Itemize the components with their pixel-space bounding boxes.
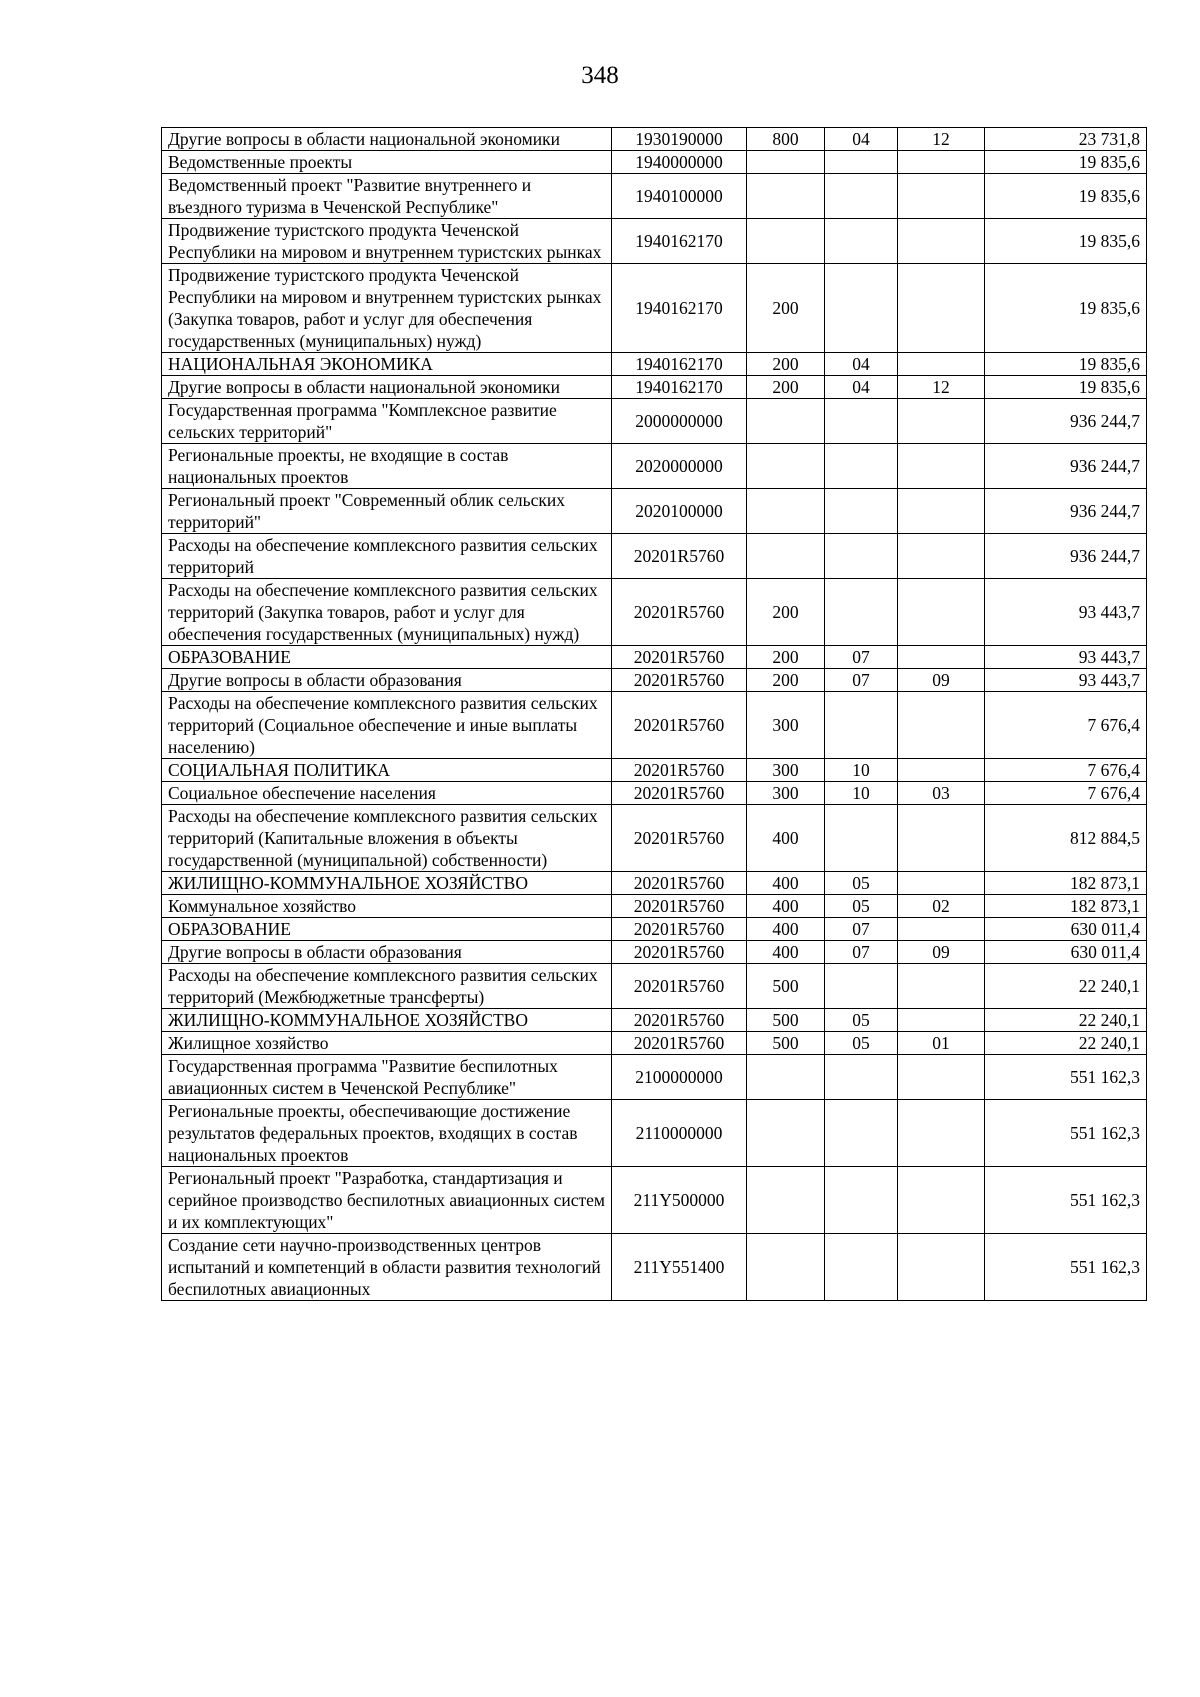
subsection-cell: 09 (898, 669, 985, 692)
section-cell (825, 264, 898, 353)
amount-cell: 22 240,1 (985, 964, 1147, 1009)
section-cell: 05 (825, 895, 898, 918)
target-article-cell: 20201R5760 (612, 579, 747, 646)
expense-type-cell (747, 1234, 825, 1301)
expense-type-cell: 400 (747, 805, 825, 872)
expense-type-cell (747, 219, 825, 264)
expense-type-cell (747, 1167, 825, 1234)
target-article-cell: 2110000000 (612, 1100, 747, 1167)
target-article-cell: 20201R5760 (612, 1009, 747, 1032)
amount-cell: 19 835,6 (985, 264, 1147, 353)
row-name-cell: Государственная программа "Развитие беспилотных авиационных систем в Чеченской Республике" (162, 1055, 612, 1100)
section-cell (825, 174, 898, 219)
table-row (162, 1009, 1147, 1032)
expense-type-cell: 200 (747, 376, 825, 399)
subsection-cell (898, 872, 985, 895)
amount-cell: 93 443,7 (985, 579, 1147, 646)
row-name-cell: Расходы на обеспечение комплексного развития сельских территорий (Капитальные вложения в объекты государственной (муниципальной) собственности) (162, 805, 612, 872)
amount-cell: 22 240,1 (985, 1009, 1147, 1032)
expense-type-cell: 500 (747, 1032, 825, 1055)
row-name-cell: ОБРАЗОВАНИЕ (162, 918, 612, 941)
subsection-cell: 02 (898, 895, 985, 918)
amount-cell: 19 835,6 (985, 219, 1147, 264)
expense-type-cell: 400 (747, 895, 825, 918)
table-row (162, 872, 1147, 895)
target-article-cell: 20201R5760 (612, 669, 747, 692)
amount-cell: 22 240,1 (985, 1032, 1147, 1055)
table-row (162, 1167, 1147, 1234)
subsection-cell (898, 692, 985, 759)
target-article-cell: 20201R5760 (612, 964, 747, 1009)
section-cell (825, 534, 898, 579)
row-name-cell: Региональный проект "Разработка, стандартизация и серийное производство беспилотных авиационных систем и их комплектующих" (162, 1167, 612, 1234)
amount-cell: 936 244,7 (985, 399, 1147, 444)
row-name-cell: Ведомственные проекты (162, 151, 612, 174)
expense-type-cell (747, 399, 825, 444)
table-row (162, 941, 1147, 964)
row-name-cell: Другие вопросы в области национальной экономики (162, 376, 612, 399)
expense-type-cell: 500 (747, 964, 825, 1009)
row-name-cell: Другие вопросы в области национальной экономики (162, 128, 612, 151)
subsection-cell (898, 1234, 985, 1301)
row-name-cell: Расходы на обеспечение комплексного развития сельских территорий (Социальное обеспечение и иные выплаты населению) (162, 692, 612, 759)
amount-cell: 19 835,6 (985, 151, 1147, 174)
target-article-cell: 2020100000 (612, 489, 747, 534)
subsection-cell: 01 (898, 1032, 985, 1055)
amount-cell: 551 162,3 (985, 1055, 1147, 1100)
row-name-cell: Государственная программа "Комплексное развитие сельских территорий" (162, 399, 612, 444)
table-row (162, 534, 1147, 579)
subsection-cell (898, 579, 985, 646)
expense-type-cell: 500 (747, 1009, 825, 1032)
row-name-cell: Продвижение туристского продукта Чеченской Республики на мировом и внутреннем туристских рынках (Закупка товаров, работ и услуг для обеспечения государственных (муниципальных) нужд) (162, 264, 612, 353)
target-article-cell: 20201R5760 (612, 1032, 747, 1055)
amount-cell: 7 676,4 (985, 759, 1147, 782)
target-article-cell: 211Y500000 (612, 1167, 747, 1234)
expense-type-cell: 200 (747, 353, 825, 376)
subsection-cell (898, 1100, 985, 1167)
amount-cell: 936 244,7 (985, 534, 1147, 579)
section-cell (825, 489, 898, 534)
section-cell (825, 692, 898, 759)
subsection-cell (898, 264, 985, 353)
row-name-cell: Расходы на обеспечение комплексного развития сельских территорий (162, 534, 612, 579)
amount-cell: 630 011,4 (985, 918, 1147, 941)
amount-cell: 630 011,4 (985, 941, 1147, 964)
row-name-cell: Региональные проекты, не входящие в состав национальных проектов (162, 444, 612, 489)
section-cell (825, 151, 898, 174)
row-name-cell: Ведомственный проект "Развитие внутреннего и въездного туризма в Чеченской Республике" (162, 174, 612, 219)
section-cell (825, 219, 898, 264)
expense-type-cell: 300 (747, 759, 825, 782)
subsection-cell (898, 174, 985, 219)
table-row (162, 805, 1147, 872)
section-cell: 04 (825, 128, 898, 151)
target-article-cell: 1940162170 (612, 353, 747, 376)
target-article-cell: 1940000000 (612, 151, 747, 174)
expense-type-cell (747, 151, 825, 174)
table-row (162, 376, 1147, 399)
row-name-cell: Расходы на обеспечение комплексного развития сельских территорий (Межбюджетные трансферты) (162, 964, 612, 1009)
section-cell (825, 1167, 898, 1234)
expense-type-cell: 400 (747, 941, 825, 964)
amount-cell: 19 835,6 (985, 174, 1147, 219)
subsection-cell (898, 805, 985, 872)
table-row (162, 692, 1147, 759)
table-row (162, 759, 1147, 782)
table-row (162, 1055, 1147, 1100)
amount-cell: 936 244,7 (985, 489, 1147, 534)
row-name-cell: СОЦИАЛЬНАЯ ПОЛИТИКА (162, 759, 612, 782)
expense-type-cell (747, 534, 825, 579)
expense-type-cell: 200 (747, 646, 825, 669)
row-name-cell: ОБРАЗОВАНИЕ (162, 646, 612, 669)
target-article-cell: 20201R5760 (612, 941, 747, 964)
table-row (162, 174, 1147, 219)
section-cell: 07 (825, 646, 898, 669)
target-article-cell: 1940100000 (612, 174, 747, 219)
table-row (162, 918, 1147, 941)
amount-cell: 551 162,3 (985, 1234, 1147, 1301)
table-row (162, 1032, 1147, 1055)
subsection-cell: 12 (898, 376, 985, 399)
section-cell: 05 (825, 1032, 898, 1055)
section-cell: 10 (825, 759, 898, 782)
section-cell: 10 (825, 782, 898, 805)
target-article-cell: 20201R5760 (612, 805, 747, 872)
row-name-cell: Создание сети научно-производственных центров испытаний и компетенций в области развития технологий беспилотных авиационных (162, 1234, 612, 1301)
amount-cell: 19 835,6 (985, 353, 1147, 376)
target-article-cell: 20201R5760 (612, 759, 747, 782)
budget-table (161, 127, 1147, 1301)
target-article-cell: 211Y551400 (612, 1234, 747, 1301)
amount-cell: 93 443,7 (985, 646, 1147, 669)
section-cell: 04 (825, 376, 898, 399)
section-cell: 05 (825, 872, 898, 895)
subsection-cell (898, 489, 985, 534)
section-cell: 07 (825, 941, 898, 964)
amount-cell: 182 873,1 (985, 895, 1147, 918)
subsection-cell (898, 646, 985, 669)
row-name-cell: Социальное обеспечение населения (162, 782, 612, 805)
amount-cell: 7 676,4 (985, 692, 1147, 759)
target-article-cell: 2020000000 (612, 444, 747, 489)
row-name-cell: Региональные проекты, обеспечивающие достижение результатов федеральных проектов, входящих в состав национальных проектов (162, 1100, 612, 1167)
amount-cell: 551 162,3 (985, 1167, 1147, 1234)
budget-table-body (162, 128, 1147, 1301)
table-row (162, 128, 1147, 151)
section-cell (825, 444, 898, 489)
target-article-cell: 20201R5760 (612, 918, 747, 941)
section-cell (825, 1234, 898, 1301)
table-row (162, 264, 1147, 353)
section-cell: 04 (825, 353, 898, 376)
table-row (162, 669, 1147, 692)
row-name-cell: ЖИЛИЩНО-КОММУНАЛЬНОЕ ХОЗЯЙСТВО (162, 872, 612, 895)
target-article-cell: 2100000000 (612, 1055, 747, 1100)
expense-type-cell (747, 174, 825, 219)
section-cell (825, 805, 898, 872)
amount-cell: 7 676,4 (985, 782, 1147, 805)
row-name-cell: Региональный проект "Современный облик сельских территорий" (162, 489, 612, 534)
table-row (162, 782, 1147, 805)
section-cell: 07 (825, 669, 898, 692)
subsection-cell (898, 964, 985, 1009)
section-cell (825, 579, 898, 646)
expense-type-cell: 400 (747, 918, 825, 941)
table-row (162, 219, 1147, 264)
table-row (162, 895, 1147, 918)
subsection-cell (898, 918, 985, 941)
amount-cell: 182 873,1 (985, 872, 1147, 895)
subsection-cell (898, 353, 985, 376)
row-name-cell: Другие вопросы в области образования (162, 669, 612, 692)
table-row (162, 964, 1147, 1009)
table-row (162, 399, 1147, 444)
expense-type-cell: 200 (747, 579, 825, 646)
table-row (162, 151, 1147, 174)
row-name-cell: Жилищное хозяйство (162, 1032, 612, 1055)
row-name-cell: Коммунальное хозяйство (162, 895, 612, 918)
amount-cell: 93 443,7 (985, 669, 1147, 692)
subsection-cell: 12 (898, 128, 985, 151)
expense-type-cell (747, 489, 825, 534)
target-article-cell: 1940162170 (612, 264, 747, 353)
row-name-cell: НАЦИОНАЛЬНАЯ ЭКОНОМИКА (162, 353, 612, 376)
subsection-cell (898, 444, 985, 489)
subsection-cell (898, 219, 985, 264)
expense-type-cell (747, 444, 825, 489)
expense-type-cell: 800 (747, 128, 825, 151)
section-cell: 07 (825, 918, 898, 941)
target-article-cell: 1940162170 (612, 219, 747, 264)
row-name-cell: Другие вопросы в области образования (162, 941, 612, 964)
subsection-cell (898, 1009, 985, 1032)
table-row (162, 1100, 1147, 1167)
table-row (162, 353, 1147, 376)
subsection-cell (898, 1055, 985, 1100)
amount-cell: 23 731,8 (985, 128, 1147, 151)
section-cell (825, 399, 898, 444)
section-cell: 05 (825, 1009, 898, 1032)
expense-type-cell (747, 1100, 825, 1167)
row-name-cell: Расходы на обеспечение комплексного развития сельских территорий (Закупка товаров, работ и услуг для обеспечения государственных (муниципальных) нужд) (162, 579, 612, 646)
subsection-cell (898, 1167, 985, 1234)
expense-type-cell: 400 (747, 872, 825, 895)
section-cell (825, 1100, 898, 1167)
row-name-cell: ЖИЛИЩНО-КОММУНАЛЬНОЕ ХОЗЯЙСТВО (162, 1009, 612, 1032)
section-cell (825, 964, 898, 1009)
target-article-cell: 1930190000 (612, 128, 747, 151)
target-article-cell: 20201R5760 (612, 872, 747, 895)
expense-type-cell: 300 (747, 692, 825, 759)
amount-cell: 812 884,5 (985, 805, 1147, 872)
target-article-cell: 2000000000 (612, 399, 747, 444)
subsection-cell (898, 534, 985, 579)
table-row (162, 579, 1147, 646)
amount-cell: 19 835,6 (985, 376, 1147, 399)
target-article-cell: 1940162170 (612, 376, 747, 399)
subsection-cell: 03 (898, 782, 985, 805)
table-row (162, 1234, 1147, 1301)
expense-type-cell (747, 1055, 825, 1100)
subsection-cell: 09 (898, 941, 985, 964)
expense-type-cell: 200 (747, 669, 825, 692)
table-row (162, 646, 1147, 669)
table-row (162, 489, 1147, 534)
amount-cell: 551 162,3 (985, 1100, 1147, 1167)
row-name-cell: Продвижение туристского продукта Чеченской Республики на мировом и внутреннем туристских рынках (162, 219, 612, 264)
target-article-cell: 20201R5760 (612, 692, 747, 759)
table-row (162, 444, 1147, 489)
target-article-cell: 20201R5760 (612, 895, 747, 918)
expense-type-cell: 300 (747, 782, 825, 805)
target-article-cell: 20201R5760 (612, 646, 747, 669)
section-cell (825, 1055, 898, 1100)
amount-cell: 936 244,7 (985, 444, 1147, 489)
subsection-cell (898, 399, 985, 444)
expense-type-cell: 200 (747, 264, 825, 353)
page-number: 348 (581, 62, 619, 89)
target-article-cell: 20201R5760 (612, 782, 747, 805)
target-article-cell: 20201R5760 (612, 534, 747, 579)
subsection-cell (898, 151, 985, 174)
subsection-cell (898, 759, 985, 782)
